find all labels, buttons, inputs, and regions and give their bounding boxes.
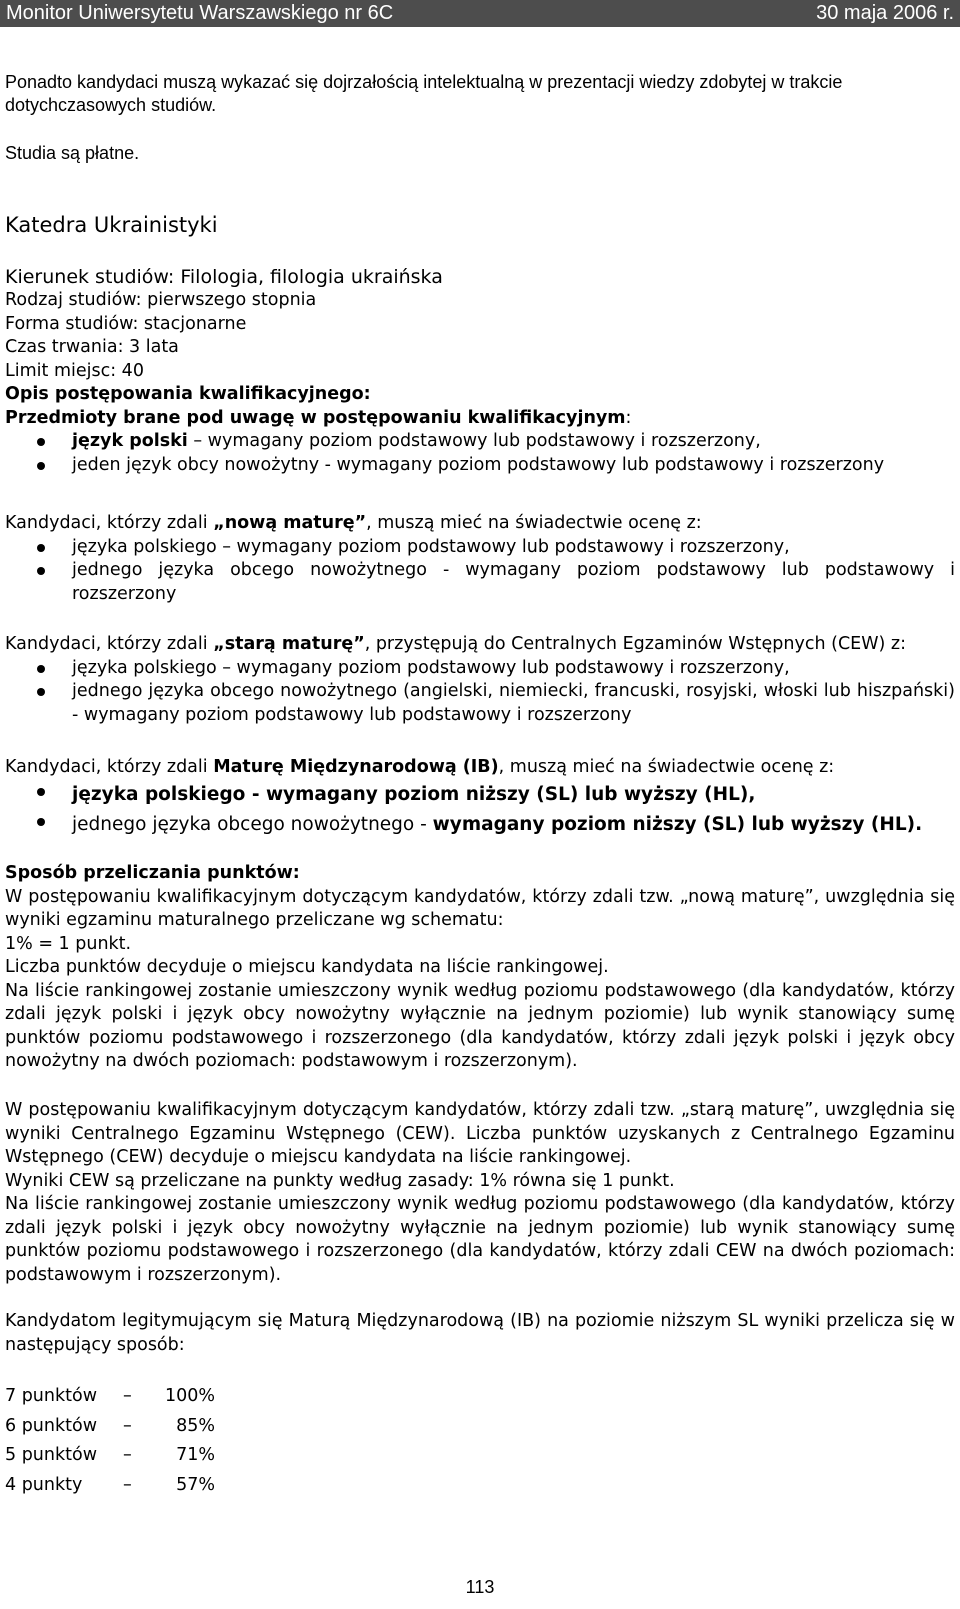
ib-list: [5, 780, 955, 840]
old-matura-points-text: W postępowaniu kwalifikacyjnym dotyczącym kandydatów, którzy zdali tzw. „starą maturę”, uwzględnia się wyniki Centralnego Egzaminu Wstępnego (CEW). Liczba punktów uzyskanych z Centralnego Egzaminu Wstępnego (CEW) decyduje o miejscu kandydata na liście rankingowej.: [5, 1100, 955, 1167]
points-label: 4 punkty: [5, 1474, 83, 1495]
field-of-study: Kierunek studiów: Filologia, filologia ukraińska: [5, 266, 443, 288]
list-item: [5, 430, 955, 454]
study-form: Forma studiów: stacjonarne: [5, 313, 247, 334]
list-item: języka polskiego – wymagany poziom podstawowy lub podstawowy i rozszerzony,: [5, 536, 955, 560]
list-item: jednego języka obcego nowożytnego - wymagany poziom podstawowy lub podstawowy i rozszerzony: [5, 559, 955, 606]
intro-text: Kandydaci, którzy zdali: [5, 757, 214, 777]
intro-text: Kandydaci, którzy zdali: [5, 513, 214, 533]
cew-conversion-rule: Wyniki CEW są przeliczane na punkty według zasady: 1% równa się 1 punkt.: [5, 1170, 675, 1191]
points-conversion-section: [5, 862, 955, 1074]
item-requirement: wymagany poziom niższy (SL) lub wyższy (HL).: [432, 813, 923, 835]
table-row: [5, 1382, 235, 1412]
old-matura-intro: [5, 633, 955, 657]
ib-label: Maturę Międzynarodową (IB): [213, 757, 499, 777]
points-conversion-title: Sposób przeliczania punktów:: [5, 863, 300, 883]
header-publication-title: Monitor Uniwersytetu Warszawskiego nr 6C: [6, 2, 394, 24]
subjects-heading: [5, 407, 955, 431]
dash: –: [123, 1474, 132, 1495]
intro-text: , muszą mieć na świadectwie ocenę z:: [498, 757, 835, 777]
percent-value: 71%: [176, 1445, 215, 1465]
percent-value: 57%: [176, 1474, 215, 1495]
section-title: Katedra Ukrainistyki: [5, 213, 218, 237]
subjects-heading-text: Przedmioty brane pod uwagę w postępowaniu kwalifikacyjnym: [5, 407, 626, 428]
header-date: 30 maja 2006 r.: [816, 2, 954, 24]
cew-ranking-rule: Na liście rankingowej zostanie umieszczony wynik według poziomu podstawowego (dla kandydatów, którzy zdali język polski i język obcy nowożytny wyłącznie na jednym poziomie) lub wynik stanowiący sumę punktów poziomu podstawowego i rozszerzonego (dla kandydatów, którzy zdali CEW na dwóch poziomach: podstawowym i rozszerzonym).: [5, 1194, 955, 1285]
ranking-list-rule: Na liście rankingowej zostanie umieszczony wynik według poziomu podstawowego (dla kandydatów, którzy zdali język polski i język obcy nowożytny wyłącznie na jednym poziomie) lub wynik stanowiący sumę punktów poziomu podstawowego i rozszerzonego (dla kandydatów, którzy zdali język polski i język obcy nowożytny na dwóch poziomach: podstawowym i rozszerzonym).: [5, 980, 955, 1071]
points-label: 5 punktów: [5, 1445, 98, 1465]
new-matura-points-text: W postępowaniu kwalifikacyjnym dotyczącym kandydatów, którzy zdali tzw. „nową maturę”, uwzględnia się wyniki egzaminu maturalnego przeliczane wg schematu:: [5, 886, 955, 930]
list-item: języka polskiego – wymagany poziom podstawowy lub podstawowy i rozszerzony,: [5, 657, 955, 681]
dash: –: [123, 1445, 132, 1465]
ib-points-text: Kandydatom legitymującym się Maturą Międzynarodową (IB) na poziomie niższym SL wyniki przelicza się w następujący sposób:: [5, 1311, 955, 1355]
dash: –: [123, 1386, 132, 1406]
places-limit: Limit miejsc: 40: [5, 360, 144, 381]
table-row: [5, 1441, 235, 1471]
intro-text: , przystępują do Centralnych Egzaminów Wstępnych (CEW) z:: [364, 634, 907, 654]
procedure-heading: Opis postępowania kwalifikacyjnego:: [5, 384, 371, 404]
ib-section: [5, 756, 955, 840]
table-row: [5, 1412, 235, 1442]
new-matura-label: „nową maturę”: [213, 513, 367, 533]
old-matura-section: [5, 633, 955, 727]
intro-paragraph: Ponadto kandydaci muszą wykazać się dojrzałością intelektualną w prezentacji wiedzy zdobytej w trakcie dotychczasowych studiów.: [5, 72, 843, 115]
table-row: [5, 1471, 235, 1501]
paid-studies-note: Studia są płatne.: [5, 143, 140, 163]
study-duration: Czas trwania: 3 lata: [5, 337, 179, 357]
ib-intro: [5, 756, 955, 780]
list-item: [5, 810, 955, 840]
ranking-note: Liczba punktów decyduje o miejscu kandydata na liście rankingowej.: [5, 957, 609, 977]
list-item: języka polskiego - wymagany poziom niższy (SL) lub wyższy (HL),: [5, 780, 955, 810]
percent-value: 100%: [164, 1386, 215, 1406]
subjects-heading-colon: :: [625, 407, 632, 428]
study-info: [5, 265, 955, 477]
new-matura-intro: [5, 512, 955, 536]
points-label: 6 punktów: [5, 1415, 98, 1436]
subjects-list: [5, 430, 955, 477]
old-matura-label: „starą maturę”: [213, 634, 365, 654]
page-header: [0, 0, 960, 27]
new-matura-list: [5, 536, 955, 607]
study-type: Rodzaj studiów: pierwszego stopnia: [5, 290, 317, 310]
intro-text: , muszą mieć na świadectwie ocenę z:: [366, 513, 702, 533]
points-label: 7 punktów: [5, 1386, 98, 1406]
subject-name: język polski: [72, 431, 188, 451]
old-matura-list: [5, 657, 955, 728]
item-text: jednego języka obcego nowożytnego -: [72, 813, 433, 835]
conversion-rule: 1% = 1 punkt.: [5, 933, 132, 954]
list-item: jeden język obcy nowożytny - wymagany poziom podstawowy lub podstawowy i rozszerzony: [5, 454, 955, 478]
subject-requirement: – wymagany poziom podstawowy lub podstawowy i rozszerzony,: [187, 431, 761, 451]
percent-value: 85%: [176, 1415, 215, 1436]
new-matura-section: [5, 512, 955, 606]
dash: –: [123, 1415, 132, 1436]
ib-points-table: [5, 1382, 235, 1500]
old-matura-points-section: [5, 1099, 955, 1287]
intro-text: Kandydaci, którzy zdali: [5, 634, 214, 654]
page-number: 113: [465, 1577, 495, 1597]
list-item: jednego języka obcego nowożytnego (angielski, niemiecki, francuski, rosyjski, włoski lub hiszpański) - wymagany poziom podstawowy lub podstawowy i rozszerzony: [5, 680, 955, 727]
